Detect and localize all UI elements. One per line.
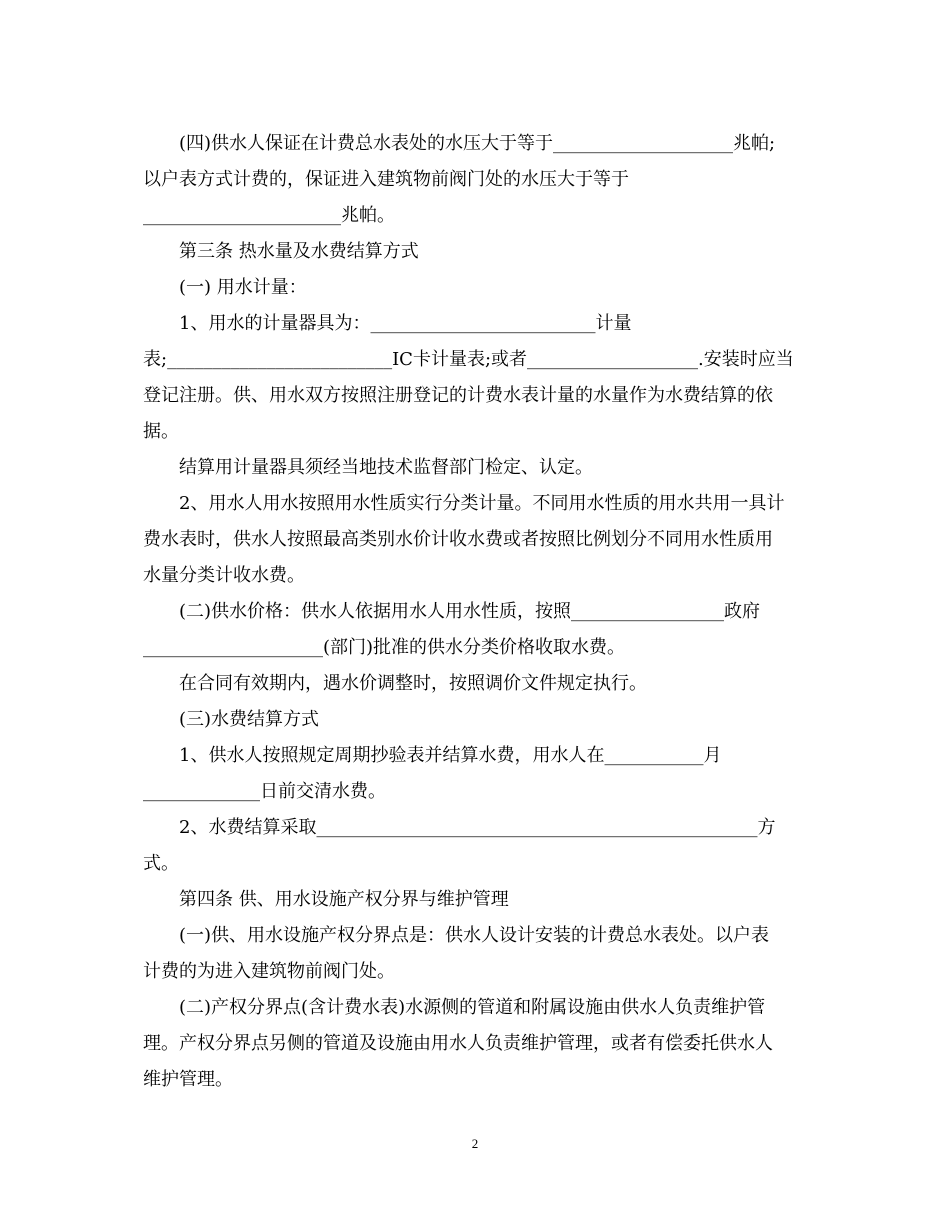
paragraph-line: (二)产权分界点(含计费水表)水源侧的管道和附属设施由供水人负责维护管 [143, 997, 766, 1018]
paragraph-line: _____________日前交清水费。 [143, 781, 386, 802]
paragraph-line: 结算用计量器具须经当地技术监督部门检定、认定。 [143, 457, 593, 478]
paragraph-line: 水量分类计收水费。 [143, 565, 305, 586]
paragraph-line: ____________________(部门)批准的供水分类价格收取水费。 [143, 637, 626, 658]
paragraph-line: 式。 [143, 853, 179, 874]
paragraph-line: (一)供、用水设施产权分界点是：供水人设计安装的计费总水表处。以户表 [143, 925, 770, 946]
paragraph-line: 2、用水人用水按照用水性质实行分类计量。不同用水性质的用水共用一具计 [143, 493, 785, 514]
paragraph-line: 登记注册。供、用水双方按照注册登记的计费水表计量的水量作为水费结算的依 [143, 385, 773, 406]
paragraph-line: (四)供水人保证在计费总水表处的水压大于等于____________________兆帕; [143, 133, 776, 154]
paragraph-line: 在合同有效期内，遇水价调整时，按照调价文件规定执行。 [143, 673, 647, 694]
paragraph-line: 维护管理。 [143, 1069, 233, 1090]
paragraph-line: ______________________兆帕。 [143, 205, 395, 226]
paragraph-line: 计费的为进入建筑物前阀门处。 [143, 961, 395, 982]
paragraph-line: 1、供水人按照规定周期抄验表并结算水费，用水人在___________月 [143, 745, 722, 766]
paragraph-line: 1、用水的计量器具为：_________________________计量 [143, 313, 632, 334]
paragraph-line: 表;_________________________IC卡计量表;或者___________________.安装时应当 [143, 349, 794, 370]
page-number: 2 [471, 1136, 479, 1151]
paragraph-line: (一) 用水计量： [143, 277, 307, 298]
paragraph-line: 据。 [143, 421, 179, 442]
paragraph-line: 理。产权分界点另侧的管道及设施由用水人负责维护管理，或者有偿委托供水人 [143, 1033, 773, 1054]
paragraph-line: 2、水费结算采取_________________________________________________方 [143, 817, 776, 838]
section-heading: 第四条 供、用水设施产权分界与维护管理 [143, 889, 509, 910]
paragraph-line: (三)水费结算方式 [143, 709, 320, 730]
section-heading: 第三条 热水量及水费结算方式 [143, 241, 419, 262]
paragraph-line: (二)供水价格：供水人依据用水人用水性质，按照_________________政府 [143, 601, 761, 622]
paragraph-line: 费水表时，供水人按照最高类别水价计收水费或者按照比例划分不同用水性质用 [143, 529, 773, 550]
paragraph-line: 以户表方式计费的，保证进入建筑物前阀门处的水压大于等于 [143, 169, 629, 190]
